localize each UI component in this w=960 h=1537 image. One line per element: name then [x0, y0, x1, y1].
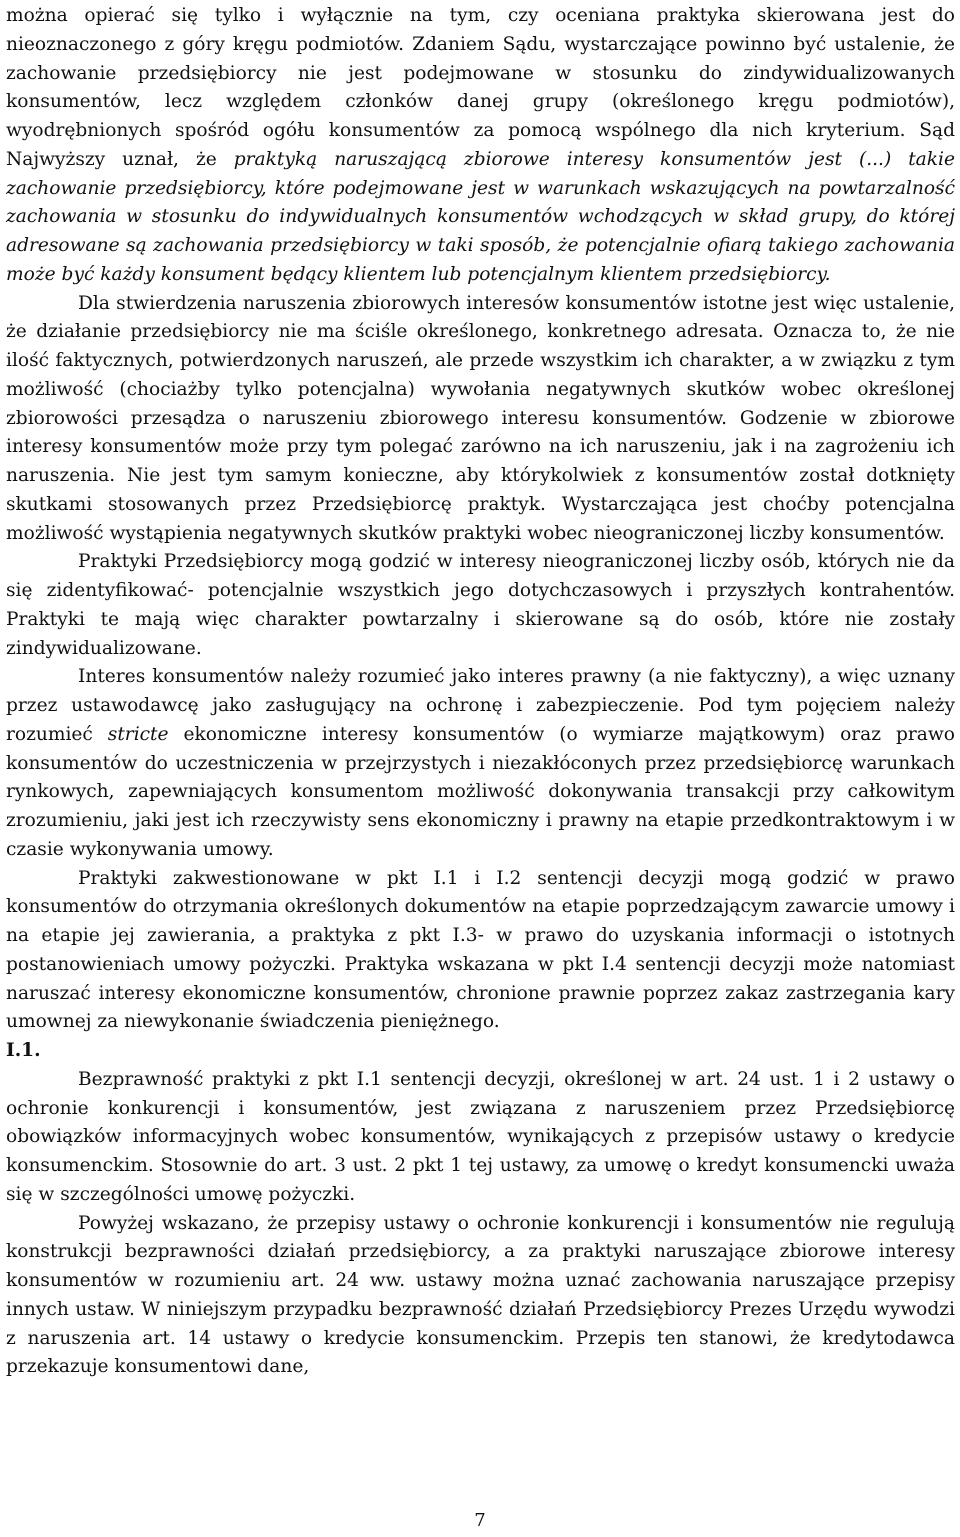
paragraph-4-text-a: Interes konsumentów należy rozumieć jako interes prawny (a nie faktyczny), a więc uznany przez ustawodawcę jako zasługujący na ochronę i zabezpieczenie. Pod tym pojęciem należy rozumieć	[6, 666, 955, 745]
paragraph-4-text-b: ekonomiczne interesy konsumentów (o wymiarze majątkowym) oraz prawo konsumentów do uczestniczenia w przejrzystych i niezakłóconych przez przedsiębiorcę warunkach rynkowych, zapewniających konsumentom możliwość dokonywania transakcji przy całkowitym zrozumieniu, jaki jest ich rzeczywisty sens ekonomiczny i prawny na etapie przedkontraktowym i w czasie wykonywania umowy.	[6, 723, 955, 860]
paragraph-3: Praktyki Przedsiębiorcy mogą godzić w interesy nieograniczonej liczby osób, których nie da się zidentyfikować- potencjalnie wszystkich jego dotychczasowych i przyszłych kontrahentów. Praktyki te mają więc charakter powtarzalny i skierowane są do osób, które nie zostały zindywidualizowane.	[6, 551, 955, 659]
paragraph-1	[6, 2, 955, 290]
paragraph-4	[6, 663, 955, 864]
paragraph-5: Praktyki zakwestionowane w pkt I.1 i I.2 sentencji decyzji mogą godzić w prawo konsumentów do otrzymania określonych dokumentów na etapie poprzedzającym zawarcie umowy i na etapie jej zawierania, a praktyka z pkt I.3- w prawo do uzyskania informacji o istotnych postanowieniach umowy pożyczki. Praktyka wskazana w pkt I.4 sentencji decyzji może natomiast naruszać interesy ekonomiczne konsumentów, chronione prawnie poprzez zakaz zastrzegania kary umownej za niewykonanie świadczenia pieniężnego.	[6, 867, 955, 1033]
paragraph-6: Bezprawność praktyki z pkt I.1 sentencji decyzji, określonej w art. 24 ust. 1 i 2 ustawy o ochronie konkurencji i konsumentów, jest związana z naruszeniem przez Przedsiębiorcę obowiązków informacyjnych wobec konsumentów, wynikających z przepisów ustawy o kredycie konsumenckim. Stosownie do art. 3 ust. 2 pkt 1 tej ustawy, za umowę o kredyt konsumencki uważa się w szczególności umowę pożyczki.	[6, 1068, 955, 1205]
stricte-term: stricte	[107, 723, 169, 745]
paragraph-1-text: można opierać się tylko i wyłącznie na tym, czy oceniana praktyka skierowana jest do nieoznaczonego z góry kręgu podmiotów. Zdaniem Sądu, wystarczające powinno być ustalenie, że zachowanie przedsiębiorcy nie jest podejmowane w stosunku do zindywidualizowanych konsumentów, lecz względem członków danej grupy (określonego kręgu podmiotów), wyodrębnionych spośród ogółu konsumentów za pomocą wspólnego dla nich kryterium. Sąd Najwyższy uznał, że	[6, 5, 955, 170]
page-number: 7	[474, 1510, 486, 1531]
section-heading: I.1.	[6, 1040, 41, 1061]
supreme-court-quote: praktyką naruszającą zbiorowe interesy konsumentów jest (...) takie zachowanie przedsiębiorcy, które podejmowane jest w warunkach wskazujących na powtarzalność zachowania w stosunku do indywidualnych konsumentów wchodzących w skład grupy, do której adresowane są zachowania przedsiębiorcy w taki sposób, że potencjalnie ofiarą takiego zachowania może być każdy konsument będący klientem lub potencjalnym klientem przedsiębiorcy.	[6, 148, 955, 285]
document-body	[6, 0, 955, 1382]
paragraph-7: Powyżej wskazano, że przepisy ustawy o ochronie konkurencji i konsumentów nie regulują konstrukcji bezprawności działań przedsiębiorcy, a za praktyki naruszające zbiorowe interesy konsumentów w rozumieniu art. 24 ww. ustawy można uznać zachowania naruszające przepisy innych ustaw. W niniejszym przypadku bezprawność działań Przedsiębiorcy Prezes Urzędu wywodzi z naruszenia art. 14 ustawy o kredycie konsumenckim. Przepis ten stanowi, że kredytodawca przekazuje konsumentowi dane,	[6, 1212, 955, 1378]
paragraph-2: Dla stwierdzenia naruszenia zbiorowych interesów konsumentów istotne jest więc ustalenie, że działanie przedsiębiorcy nie ma ściśle określonego, konkretnego adresata. Oznacza to, że nie ilość faktycznych, potwierdzonych naruszeń, ale przede wszystkim ich charakter, a w związku z tym możliwość (chociażby tylko potencjalna) wywołania negatywnych skutków wobec określonej zbiorowości przesądza o naruszeniu zbiorowego interesu konsumentów. Godzenie w zbiorowe interesy konsumentów może przy tym polegać zarówno na ich naruszeniu, jak i na zagrożeniu ich naruszenia. Nie jest tym samym konieczne, aby którykolwiek z konsumentów został dotknięty skutkami stosowanych przez Przedsiębiorcę praktyk. Wystarczająca jest choćby potencjalna możliwość wystąpienia negatywnych skutków praktyki wobec nieograniczonej liczby konsumentów.	[6, 292, 955, 544]
